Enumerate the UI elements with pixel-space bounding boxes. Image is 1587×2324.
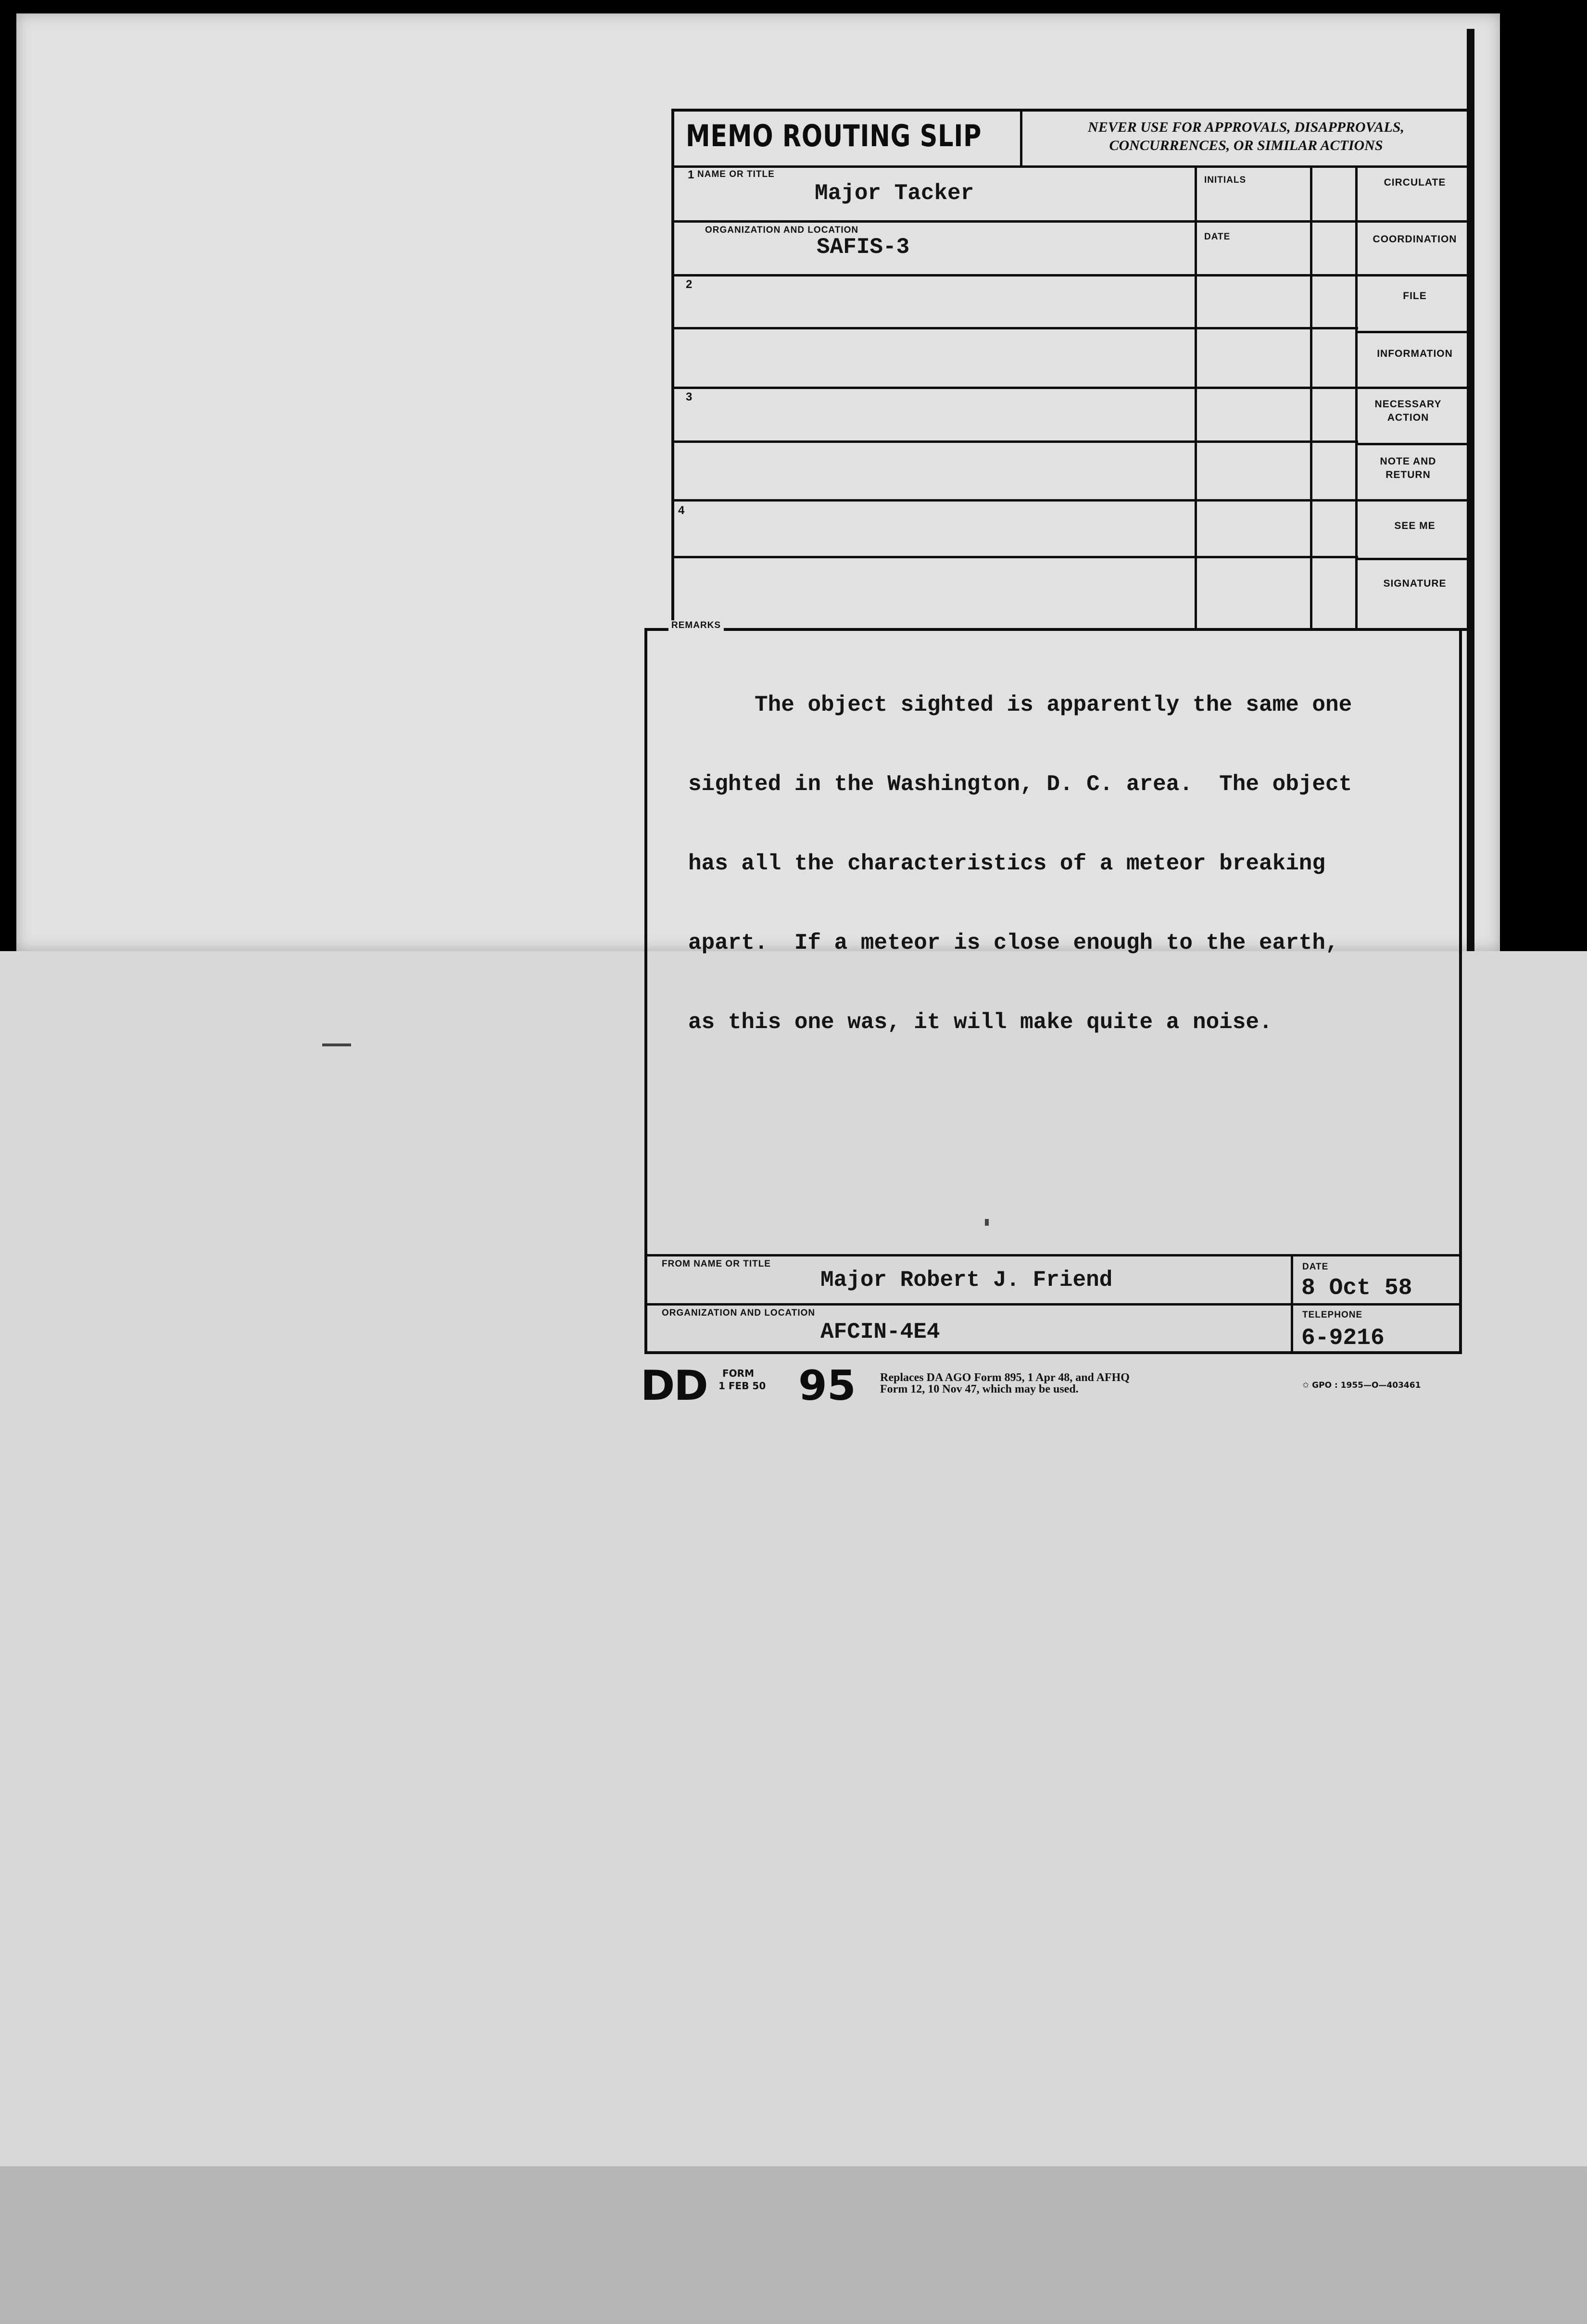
sender-date: 8 Oct 58: [1301, 1275, 1412, 1301]
addressee-organization: SAFIS-3: [817, 235, 910, 260]
divider: [671, 387, 1472, 389]
replaces-note-line-2: Form 12, 10 Nov 47, which may be used.: [880, 1383, 1079, 1395]
remarks-label: REMARKS: [668, 620, 724, 631]
form-word: FORM: [722, 1368, 754, 1379]
routing-table-frame: [671, 109, 1472, 631]
row-number-4: 4: [678, 504, 685, 517]
divider: [1291, 1254, 1293, 1354]
sender-name: Major Robert J. Friend: [820, 1268, 1113, 1293]
divider: [671, 165, 1472, 168]
divider: [1355, 558, 1472, 560]
form-title: MEMO ROUTING SLIP: [686, 118, 982, 153]
action-see-me: SEE ME: [1394, 520, 1436, 531]
action-file: FILE: [1403, 290, 1427, 301]
action-signature: SIGNATURE: [1383, 578, 1447, 589]
remarks-line: sighted in the Washington, D. C. area. The object: [688, 772, 1352, 797]
divider: [1310, 165, 1312, 631]
row-number-3: 3: [686, 390, 693, 403]
sender-organization: AFCIN-4E4: [820, 1319, 940, 1344]
action-coordination: COORDINATION: [1373, 234, 1457, 245]
divider: [671, 499, 1472, 502]
divider: [671, 556, 1358, 558]
from-organization-label: ORGANIZATION AND LOCATION: [662, 1308, 816, 1318]
memo-routing-slip: [642, 109, 1472, 1359]
initials-label: INITIALS: [1204, 175, 1247, 185]
divider: [671, 220, 1358, 223]
action-information: INFORMATION: [1377, 348, 1453, 359]
action-necessary-action: NECESSARY ACTION: [1374, 399, 1442, 423]
scan-artifact: [322, 1043, 351, 1046]
warning-line-1: NEVER USE FOR APPROVALS, DISAPPROVALS,: [1088, 119, 1404, 135]
divider: [671, 274, 1472, 276]
divider: [1355, 443, 1472, 445]
name-label: NAME OR TITLE: [697, 169, 775, 179]
remarks-line: has all the characteristics of a meteor breaking: [688, 851, 1326, 876]
remarks-line: The object sighted is apparently the same one: [688, 692, 1352, 717]
date-label: DATE: [1204, 232, 1231, 242]
remarks-body: [688, 639, 1462, 1089]
organization-label: ORGANIZATION AND LOCATION: [705, 225, 859, 235]
gpo-imprint: ✩ GPO : 1955—O—403461: [1302, 1381, 1421, 1390]
divider: [1195, 165, 1197, 631]
form-number: 95: [798, 1362, 856, 1410]
row-number-2: 2: [686, 278, 693, 291]
divider: [1020, 109, 1022, 166]
warning-line-2: CONCURRENCES, OR SIMILAR ACTIONS: [1109, 138, 1383, 153]
divider: [644, 1303, 1462, 1306]
from-label: FROM NAME OR TITLE: [662, 1259, 771, 1269]
remarks-line: as this one was, it will make quite a noise.: [688, 1010, 1272, 1035]
divider: [644, 1254, 1462, 1256]
divider: [1355, 220, 1472, 223]
telephone-label: TELEPHONE: [1302, 1310, 1363, 1320]
action-circulate: CIRCULATE: [1384, 177, 1446, 188]
divider: [1355, 331, 1472, 333]
action-note-and-return: NOTE AND RETURN: [1380, 456, 1436, 480]
addressee-name: Major Tacker: [815, 181, 974, 206]
divider: [671, 440, 1358, 443]
from-date-label: DATE: [1302, 1262, 1329, 1272]
film-margin: [0, 2166, 1587, 2324]
dd-mark: DD: [641, 1362, 707, 1410]
sender-telephone: 6-9216: [1301, 1325, 1385, 1351]
remarks-line: apart. If a meteor is close enough to the earth,: [688, 930, 1339, 955]
replaces-note-line-1: Replaces DA AGO Form 895, 1 Apr 48, and AFHQ: [880, 1371, 1130, 1384]
row-number-1: 1: [688, 168, 694, 181]
divider: [671, 327, 1358, 329]
form-date: 1 FEB 50: [718, 1380, 766, 1392]
